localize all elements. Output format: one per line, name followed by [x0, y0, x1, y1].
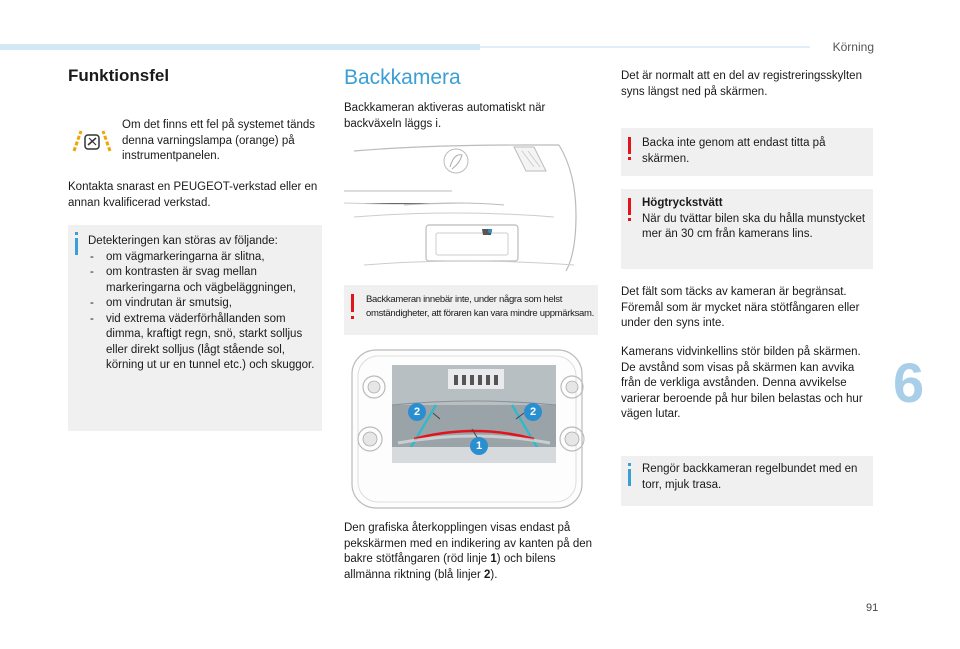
camera-intro: Backkameran aktiveras automatiskt när backväxeln läggs i. — [344, 102, 546, 130]
list-item: - om kontrasten är svag mellan markeringarna och vägbeläggningen, — [88, 265, 318, 296]
info-box-detection — [68, 225, 322, 431]
section-label: Körning — [832, 40, 874, 54]
lens-paragraph: Kamerans vidvinkellins stör bilden på skärmen. De avstånd som visas på skärmen kan avvika från de verkliga avstånden. Denna avvikelse varierar beroende på hur bilen belastas och hur vägen lutar. — [621, 346, 863, 420]
touchscreen-illustration — [344, 347, 598, 518]
warning-bar — [628, 137, 631, 154]
detection-list — [88, 250, 318, 374]
warning-bar — [351, 294, 354, 312]
pressure-wash-title: Högtryckstvätt — [642, 197, 723, 209]
reverse-warning-text: Backa inte genom att endast titta på skärmen. — [642, 137, 826, 165]
warning-box-attention — [344, 285, 598, 335]
section-title-funktionsfel: Funktionsfel — [68, 66, 170, 85]
header-accent-bar — [0, 44, 480, 50]
page-number: 91 — [866, 602, 879, 614]
field-paragraph: Det fält som täcks av kameran är begränsat. Föremål som är mycket nära stötfångaren eller under den syns inte. — [621, 286, 860, 329]
chapter-number: 6 — [893, 351, 925, 414]
info-box-cleaning — [621, 456, 873, 506]
callout-blue-line-left: 2 — [408, 403, 426, 421]
info-bar-top — [75, 232, 78, 235]
list-item: - vid extrema väderförhållanden som dimma, kraftigt regn, snö, starkt solljus eller direkt solljus (lågt stående sol, körning ut ur en tunnel etc.) och skuggor. — [88, 312, 318, 374]
header-accent-line — [480, 46, 810, 48]
warning-box-reverse — [621, 128, 873, 176]
info-bar-top — [628, 463, 631, 466]
screen-caption: Den grafiska återkopplingen visas endast på pekskärmen med en indikering av kanten på den bakre stötfångaren (röd linje 1) och bilens allmänna riktning (blå linjer 2). — [344, 522, 593, 581]
attention-warning-text: Backkameran innebär inte, under några som helst omständigheter, att föraren kan vara mindre uppmärksam. — [366, 294, 594, 319]
info-intro: Detekteringen kan störas av följande: — [88, 235, 278, 247]
section-title-backkamera: Backkamera — [344, 66, 461, 89]
info-bar — [628, 469, 631, 486]
cleaning-text: Rengör backkameran regelbundet med en torr, mjuk trasa. — [642, 463, 858, 491]
warning-bar — [628, 198, 631, 215]
warning-dot — [628, 157, 631, 160]
wheels-on-lane-warning-icon — [72, 127, 112, 158]
warning-dot — [351, 316, 354, 319]
lamp-paragraph: Om det finns ett fel på systemet tänds denna varningslampa (orange) på instrumentpanelen. — [122, 119, 316, 162]
plate-paragraph: Det är normalt att en del av registreringsskylten syns längst ned på skärmen. — [621, 70, 862, 98]
callout-red-line: 1 — [470, 437, 488, 455]
info-bar — [75, 238, 78, 255]
callout-blue-line-right: 2 — [524, 403, 542, 421]
car-rear-illustration — [344, 143, 598, 280]
contact-paragraph: Kontakta snarast en PEUGEOT-verkstad eller en annan kvalificerad verkstad. — [68, 181, 318, 209]
list-item: - om vindrutan är smutsig, — [88, 296, 318, 312]
pressure-wash-text: När du tvättar bilen ska du hålla munstycket mer än 30 cm från kamerans lins. — [642, 212, 866, 240]
list-item: - om vägmarkeringarna är slitna, — [88, 250, 318, 266]
warning-dot — [628, 218, 631, 221]
warning-box-pressure-wash — [621, 189, 873, 269]
